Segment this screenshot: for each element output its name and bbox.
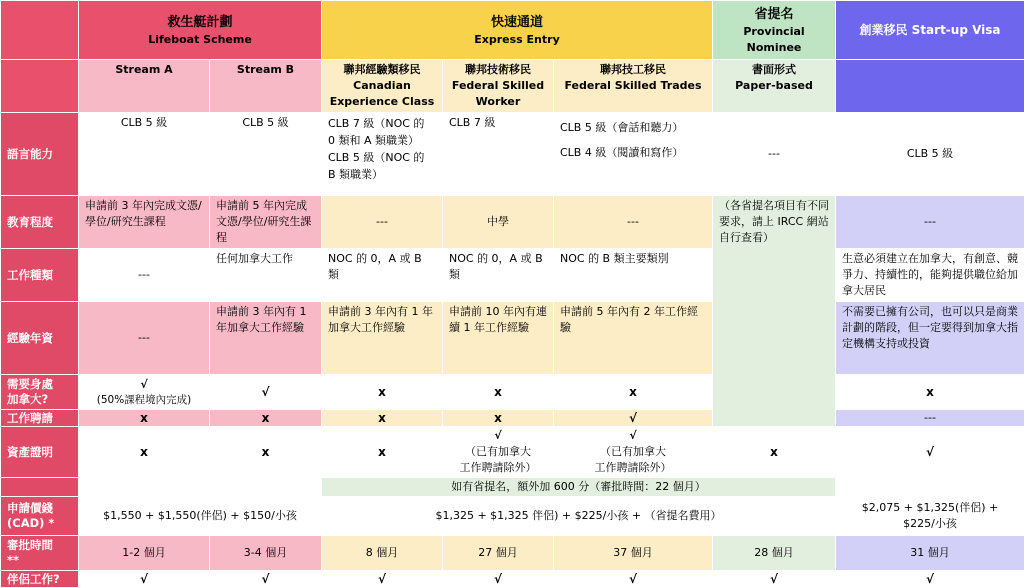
spouse-work-fst: √	[554, 571, 713, 588]
pnp-sub-en: Paper-based	[719, 78, 829, 94]
experience-stream-a: ---	[79, 302, 210, 375]
language-cec-line3: CLB 5 級（NOC 的	[328, 149, 436, 166]
pnp-note-startup-spacer	[836, 478, 1024, 497]
in-canada-row	[1, 375, 1024, 410]
processing-fsw: 27 個月	[443, 536, 554, 571]
in-canada-stream-a	[79, 375, 210, 410]
funds-cec: x	[322, 427, 443, 478]
cec-en1: Canadian	[328, 78, 436, 94]
in-canada-fst: x	[554, 375, 713, 410]
funds-pnp: x	[713, 427, 836, 478]
language-pnp: ---	[713, 113, 836, 196]
in-canada-cec: x	[322, 375, 443, 410]
work-type-fst: NOC 的 B 類主要類別	[554, 249, 713, 302]
language-fst-line1: CLB 5 級（會話和聽力）	[560, 115, 706, 140]
processing-label-line1: 審批時間	[7, 538, 72, 553]
education-cec: ---	[322, 196, 443, 249]
processing-pnp: 28 個月	[713, 536, 836, 571]
funds-fsw	[443, 427, 554, 478]
funds-stream-a: x	[79, 427, 210, 478]
fsw-zh: 聯邦技術移民	[449, 62, 547, 78]
language-cec-line4: B 類職業）	[328, 166, 436, 183]
in-canada-startup: x	[836, 375, 1024, 410]
fee-label-line1: 申請價錢	[7, 501, 72, 516]
fst-en: Federal Skilled Trades	[560, 78, 706, 94]
fst-zh: 聯邦技工移民	[560, 62, 706, 78]
language-fst	[554, 113, 713, 196]
spouse-work-row	[1, 571, 1024, 588]
work-type-startup: 生意必須建立在加拿大，有創意、競爭力、持續性的，能夠提供職位給加拿大居民	[836, 249, 1024, 302]
experience-stream-b: 申請前 3 年內有 1 年加拿大工作經驗	[210, 302, 322, 375]
experience-row	[1, 302, 1024, 375]
job-offer-stream-b: x	[210, 410, 322, 427]
education-pnp: （各省提名項目有不同要求，請上 IRCC 網站自行查看）	[713, 196, 836, 427]
processing-fst: 37 個月	[554, 536, 713, 571]
language-startup: CLB 5 級	[836, 113, 1024, 196]
spouse-work-stream-a: √	[79, 571, 210, 588]
work-type-label: 工作種類	[1, 249, 79, 302]
in-canada-stream-b: √	[210, 375, 322, 410]
job-offer-cec: x	[322, 410, 443, 427]
fee-startup-line1: $2,075 + $1,325(伴侶) +	[842, 500, 1018, 516]
work-type-cec: NOC 的 0，A 或 B 類	[322, 249, 443, 302]
language-fsw: CLB 7 級	[443, 113, 554, 196]
cec-zh: 聯邦經驗類移民	[328, 62, 436, 78]
education-fsw: 中學	[443, 196, 554, 249]
processing-stream-b: 3-4 個月	[210, 536, 322, 571]
language-cec-line1: CLB 7 級（NOC 的	[328, 115, 436, 132]
language-stream-b: CLB 5 級	[210, 113, 322, 196]
corner-cell	[1, 1, 79, 60]
language-fst-line2: CLB 4 級（閱讀和寫作）	[560, 140, 706, 165]
fee-startup-line2: $225/小孩	[842, 516, 1018, 532]
fee-express-pnp: $1,325 + $1,325 伴侶) + $225/小孩 + （省提名費用）	[322, 497, 836, 536]
job-offer-fsw: x	[443, 410, 554, 427]
processing-startup: 31 個月	[836, 536, 1024, 571]
funds-fst-note2: 工作聘請除外）	[556, 460, 710, 476]
lifeboat-header	[79, 1, 322, 60]
funds-fst-mark: √	[556, 428, 710, 444]
express-title-en: Express Entry	[328, 32, 706, 48]
job-offer-fst: √	[554, 410, 713, 427]
in-canada-label-line2: 加拿大?	[7, 392, 72, 407]
processing-label-line2: **	[7, 553, 72, 568]
job-offer-startup: ---	[836, 410, 1024, 427]
language-row	[1, 113, 1024, 196]
fee-startup	[836, 497, 1024, 536]
education-stream-a: 申請前 3 年內完成文憑/學位/研究生課程	[79, 196, 210, 249]
language-label: 語言能力	[1, 113, 79, 196]
funds-fsw-note1: （已有加拿大	[445, 444, 551, 460]
pnp-subheader	[713, 60, 836, 113]
experience-startup: 不需要已擁有公司，也可以只是商業計劃的階段，但一定要得到加拿大指定機構支持或投資	[836, 302, 1024, 375]
fee-row	[1, 497, 1024, 536]
pnp-title-en1: Provincial	[719, 24, 829, 40]
lifeboat-title-zh: 救生艇計劃	[85, 13, 315, 32]
job-offer-row	[1, 410, 1024, 427]
spouse-work-fsw: √	[443, 571, 554, 588]
experience-fsw: 申請前 10 年內有連續 1 年工作經驗	[443, 302, 554, 375]
fsw-en1: Federal Skilled	[449, 78, 547, 94]
subheader-row	[1, 60, 1024, 113]
education-row	[1, 196, 1024, 249]
language-stream-a: CLB 5 級	[79, 113, 210, 196]
fee-lifeboat: $1,550 + $1,550(伴侶) + $150/小孩	[79, 497, 322, 536]
pnp-sub-zh: 書面形式	[719, 62, 829, 78]
spouse-work-pnp: √	[713, 571, 836, 588]
experience-cec: 申請前 3 年內有 1 年加拿大工作經驗	[322, 302, 443, 375]
funds-label: 資產證明	[1, 427, 79, 478]
funds-row	[1, 427, 1024, 478]
spouse-work-stream-b: √	[210, 571, 322, 588]
in-canada-fsw: x	[443, 375, 554, 410]
fsw-header	[443, 60, 554, 113]
experience-fst: 申請前 5 年內有 2 年工作經驗	[554, 302, 713, 375]
startup-header	[836, 1, 1024, 60]
in-canada-label-line1: 需要身處	[7, 377, 72, 392]
startup-title: 創業移民 Start-up Visa	[842, 22, 1018, 38]
pnp-note-lifeboat-spacer	[79, 478, 322, 497]
funds-fsw-mark: √	[445, 428, 551, 444]
pnp-note: 如有省提名，額外加 600 分（審批時間：22 個月）	[322, 478, 836, 497]
startup-subheader	[836, 60, 1024, 113]
fee-label	[1, 497, 79, 536]
processing-cec: 8 個月	[322, 536, 443, 571]
header-row	[1, 1, 1024, 60]
spouse-work-cec: √	[322, 571, 443, 588]
job-offer-stream-a: x	[79, 410, 210, 427]
education-stream-b: 申請前 5 年內完成文憑/學位/研究生課程	[210, 196, 322, 249]
funds-fsw-note2: 工作聘請除外）	[445, 460, 551, 476]
spouse-work-label: 伴侶工作?	[1, 571, 79, 588]
subheader-corner	[1, 60, 79, 113]
pnp-header	[713, 1, 836, 60]
language-cec	[322, 113, 443, 196]
pnp-note-label	[1, 478, 79, 497]
education-label: 教育程度	[1, 196, 79, 249]
work-type-fsw: NOC 的 0，A 或 B 類	[443, 249, 554, 302]
processing-row	[1, 536, 1024, 571]
fst-header	[554, 60, 713, 113]
pnp-title-zh: 省提名	[719, 5, 829, 24]
fee-label-line2: (CAD) *	[7, 516, 72, 531]
funds-startup: √	[836, 427, 1024, 478]
education-fst: ---	[554, 196, 713, 249]
stream-b-header: Stream B	[210, 60, 322, 113]
funds-fst	[554, 427, 713, 478]
work-type-stream-b: 任何加拿大工作	[210, 249, 322, 302]
work-type-row	[1, 249, 1024, 302]
express-entry-header	[322, 1, 713, 60]
experience-label: 經驗年資	[1, 302, 79, 375]
education-startup: ---	[836, 196, 1024, 249]
cec-header	[322, 60, 443, 113]
cec-en2: Experience Class	[328, 94, 436, 110]
in-canada-label	[1, 375, 79, 410]
funds-fst-note1: （已有加拿大	[556, 444, 710, 460]
in-canada-stream-a-note: (50%課程境內完成)	[81, 393, 207, 408]
work-type-stream-a: ---	[79, 249, 210, 302]
in-canada-stream-a-mark: √	[81, 377, 207, 393]
processing-stream-a: 1-2 個月	[79, 536, 210, 571]
spouse-work-startup: √	[836, 571, 1024, 588]
pnp-note-row	[1, 478, 1024, 497]
stream-a-header: Stream A	[79, 60, 210, 113]
job-offer-label: 工作聘請	[1, 410, 79, 427]
funds-stream-b: x	[210, 427, 322, 478]
fsw-en2: Worker	[449, 94, 547, 110]
language-cec-line2: 0 類和 A 類職業）	[328, 132, 436, 149]
express-title-zh: 快速通道	[328, 13, 706, 32]
lifeboat-title-en: Lifeboat Scheme	[85, 32, 315, 48]
processing-label	[1, 536, 79, 571]
pnp-title-en2: Nominee	[719, 40, 829, 56]
